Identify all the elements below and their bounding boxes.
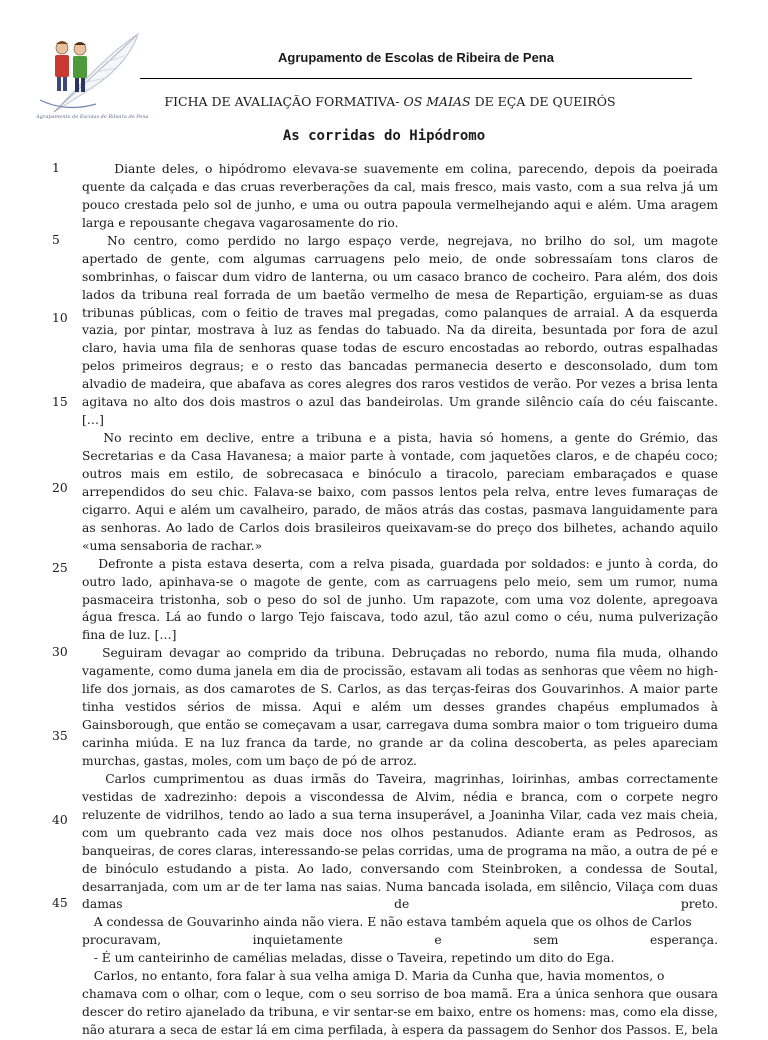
text-line: pelos primeiros degraus; e o resto das bancadas permanecia deserto e desconsolado, dum tom xyxy=(82,359,718,374)
line-number: 45 xyxy=(52,896,68,910)
text-line: sombrinhas, o faiscar dum vidro de lanterna, ou um casaco branco de cocheiro. Para além, dos dois xyxy=(82,269,718,284)
text-line: procuravam, inquietamente e sem esperança. xyxy=(82,933,718,948)
text-line: chamava com o olhar, com o leque, com o seu sorriso de boa mamã. Era a única senhora que ousara xyxy=(82,987,718,1002)
text-line: murchas, gastas, moles, com um baço de pó de arroz. xyxy=(82,753,417,768)
text-line: de binóculo estudando a pista. Ao lado, conversando com Steinbroken, a condessa de Soutal, xyxy=(82,861,718,876)
logo-caption: Agrupamento de Escolas de Ribeira de Pena xyxy=(36,114,149,120)
line-number: 1 xyxy=(52,161,60,175)
text-line: […] xyxy=(82,413,104,428)
text-line: outro lado, apinhava-se o magote de gente, com as carruagens pelo meio, sem um rumor, numa xyxy=(82,574,718,589)
line-number: 10 xyxy=(52,311,68,325)
text-line: vazia, por pintar, mostrava à luz as fendas do tabuado. Na da direita, besuntada por fora de azul xyxy=(82,323,718,338)
line-number: 40 xyxy=(52,813,68,827)
section-title: As corridas do Hipódromo xyxy=(282,128,486,144)
work-title: OS MAIAS xyxy=(403,94,471,109)
text-line: A condessa de Gouvarinho ainda não viera. E não estava também aquela que os olhos de Carlos xyxy=(82,915,692,930)
line-number: 5 xyxy=(52,233,60,247)
text-line: Seguiram devagar ao comprido da tribuna. Debruçadas no rebordo, numa fila muda, olhando xyxy=(82,646,718,661)
text-line: outros mais em estilo, de sobrecasaca e binóculo a tiracolo, pareciam embaraçados e quase xyxy=(82,466,718,481)
text-line: banqueiras, de cores claras, interessando-se pelas corridas, uma de programa na mão, a outra de pé e xyxy=(82,843,718,858)
worksheet-title xyxy=(130,94,650,109)
text-line: vestidas de xadrezinho: depois a viscondessa de Alvim, nédia e branca, com o corpete negro xyxy=(82,789,718,804)
text-line: - É um canteirinho de camélias meladas, disse o Taveira, repetindo um dito do Ega. xyxy=(82,951,615,966)
text-line: descer do retiro ajanelado da tribuna, e vir sentar-se em baixo, entre os homens: mas, como ela disse, xyxy=(82,1005,718,1020)
text-line: carinha miúda. E na luz franca da tarde, no grande ar da colina descoberta, as peles apareciam xyxy=(82,736,718,750)
text-line: tinha vestidos sérios de missa. Aqui e além um desses grandes chapéus emplumados à xyxy=(82,700,718,715)
text-line: Carlos cumprimentou as duas irmãs do Taveira, magrinhas, loirinhas, ambas correctamente xyxy=(82,771,718,786)
text-line: life dos jornais, as dos camarotes de S. Carlos, as das terças-feiras dos Gouvarinhos. A maior parte xyxy=(82,682,718,697)
text-line: «uma sensaboria de rachar.» xyxy=(82,538,263,553)
line-number: 15 xyxy=(52,395,68,409)
text-line: água fresca. Lá ao fundo o largo Tejo faiscava, todo azul, tão azul como o céu, numa pulverização xyxy=(82,610,718,625)
text-line: as senhoras. Ao lado de Carlos dois brasileiros queixavam-se do preço dos bilhetes, achando aquilo xyxy=(82,520,718,535)
text-line: Secretarias e da Casa Havanesa; a maior parte à vontade, com jaquetões claros, e de chapéu coco; xyxy=(82,449,718,463)
line-number: 25 xyxy=(52,561,68,575)
passage-text xyxy=(82,161,718,1040)
text-line: damas de preto. xyxy=(82,897,718,912)
text-line: arrependidos do seu chic. Falava-se baixo, com passos lentos pela relva, entre leves fumaraças de xyxy=(82,484,718,499)
text-line: Defronte a pista estava deserta, com a relva pisada, guardada por soldados: e junto à corda, do xyxy=(82,556,718,571)
text-line: Gainsborough, que então se começavam a usar, carregava duma sombra maior o tom trigueiro duma xyxy=(82,718,718,733)
worksheet-title-prefix: FICHA DE AVALIAÇÃO FORMATIVA- xyxy=(164,94,404,109)
text-line: No recinto em declive, entre a tribuna e a pista, havia só homens, a gente do Grémio, das xyxy=(82,431,718,446)
text-line: apertado de gente, com algumas carruagens pelo meio, de onde sobressaíam tons claros de xyxy=(82,251,718,266)
line-number: 30 xyxy=(52,645,68,659)
text-line: fina de luz. […] xyxy=(82,628,177,643)
text-line: Diante deles, o hipódromo elevava-se suavemente em colina, parecendo, depois da poeirada xyxy=(82,162,718,176)
text-line: alvadio de madeira, que abafava as cores alegres dos raros vestidos de verão. Por vezes a brisa lenta xyxy=(82,377,718,392)
text-line: lados da tribuna real forrada de um baetão vermelho de mesa de Repartição, erguiam-se as duas xyxy=(82,287,718,302)
header-divider xyxy=(140,78,692,79)
school-name: Agrupamento de Escolas de Ribeira de Pena xyxy=(278,50,554,65)
text-line: pasmaceira tristonha, sob o peso do sol de junho. Um rapazote, com uma voz dolente, apregoava xyxy=(82,592,718,607)
text-line: não aturara a seca de estar lá em cima perfilada, à espera da passagem do Senhor dos Passos. E, bela xyxy=(82,1023,718,1037)
text-line: quente da calçada e das cruas reverberações da cal, mais fresco, mais vasto, com a sua relva já um xyxy=(82,179,718,194)
text-line: larga e repousante chegava vagarosamente do rio. xyxy=(82,215,399,230)
text-line: No centro, como perdido no largo espaço verde, negrejava, no brilho do sol, um magote xyxy=(82,233,718,248)
text-line: tribunas públicas, com o feitio de traves mal pregadas, como palanques de arraial. A da esquerda xyxy=(82,305,718,320)
text-line: cigarro. Aqui e além um cavalheiro, parado, de mãos atrás das costas, pasmava languidamente para xyxy=(82,502,718,517)
text-line: com um quebranto cada vez mais doce nos olhos pestanudos. Adiante eram as Pedrosos, as xyxy=(82,825,718,840)
text-line: claro, havia uma fila de senhoras quase todas de escuro encostadas ao rebordo, outras espalhadas xyxy=(82,341,718,356)
text-line: desarranjada, com um ar de ter lama nas saias. Numa bancada isolada, em silêncio, Vilaça com duas xyxy=(82,879,718,894)
text-line: pouco crestada pelo sol de junho, e uma ou outra papoula vermelhejando aqui e além. Uma aragem xyxy=(82,197,718,212)
text-line: reluzente de vidrilhos, tendo ao lado a sua terna insuperável, a Joaninha Vilar, cada vez mais cheia, xyxy=(82,807,718,822)
text-line: agitava no alto dos dois mastros o azul das bandeirolas. Um grande silêncio caía do céu faiscante. xyxy=(82,395,718,410)
text-line: vagamente, como duma janela em dia de procissão, estavam ali todas as senhoras que vêem no high- xyxy=(82,664,718,679)
line-number: 20 xyxy=(52,481,68,495)
worksheet-title-suffix: DE EÇA DE QUEIRÓS xyxy=(470,94,616,109)
line-number: 35 xyxy=(52,729,68,743)
text-line: Carlos, no entanto, fora falar à sua velha amiga D. Maria da Cunha que, havia momentos, o xyxy=(82,969,665,984)
